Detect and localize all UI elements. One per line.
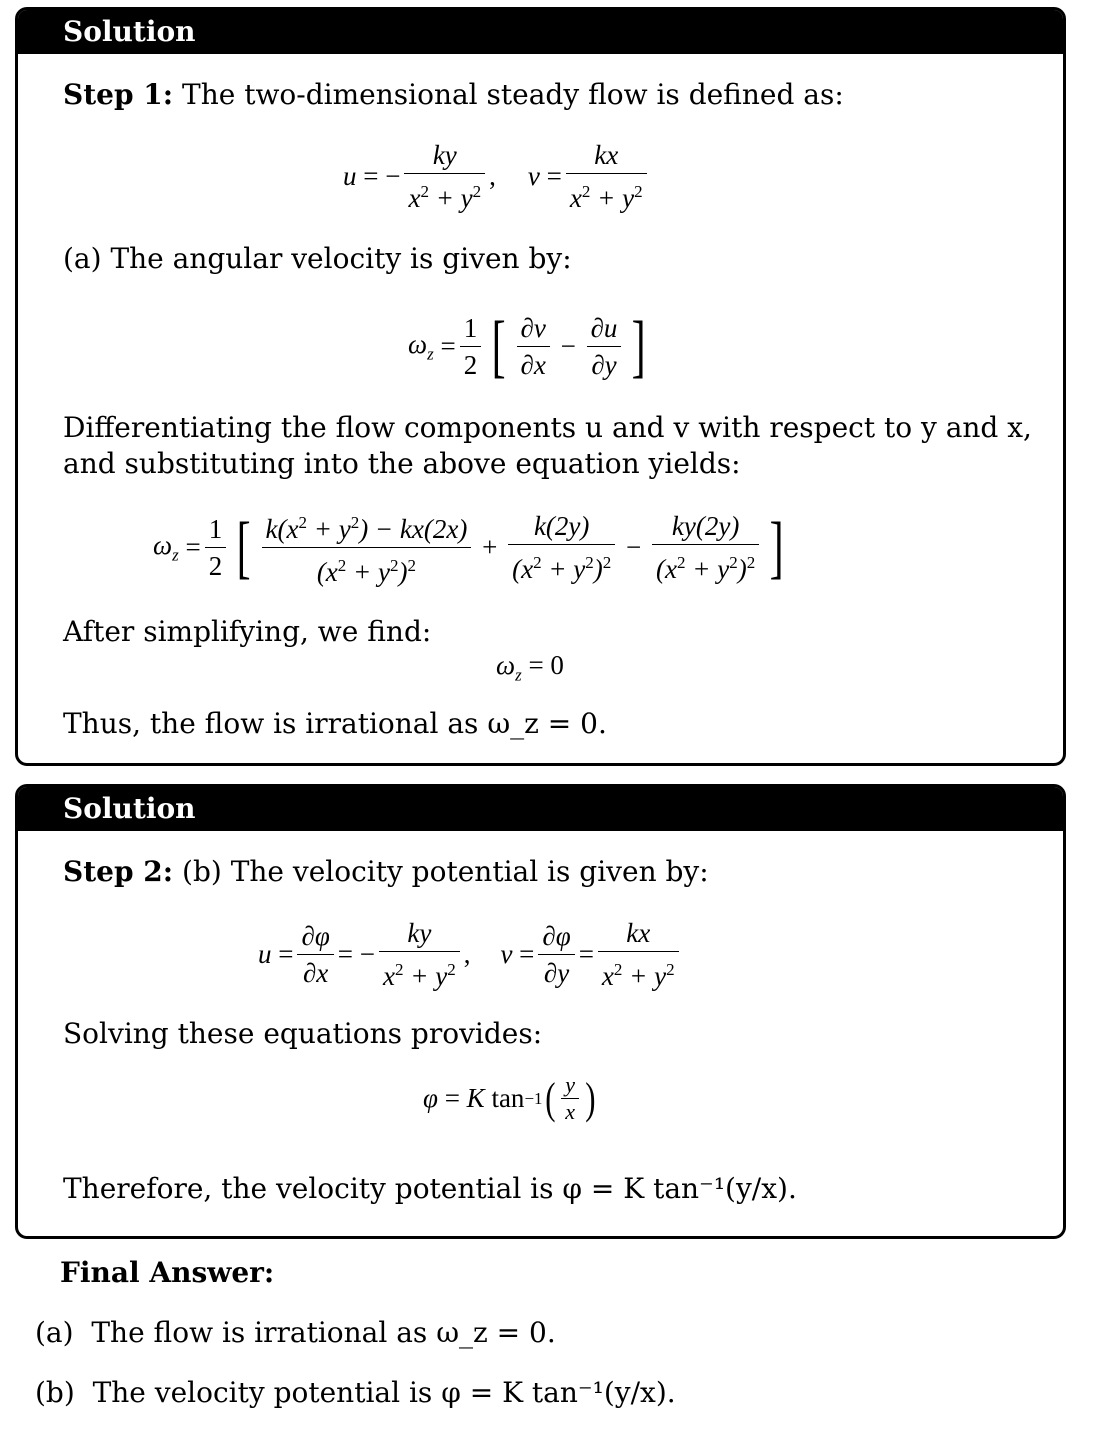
- solution-header: Solution: [18, 10, 1063, 54]
- equation-velocity-potential: φ = K tan −1 ( $\frac{y}{x}$ ): [423, 1072, 596, 1124]
- final-answer-a: [35, 1316, 556, 1350]
- solving-text: Solving these equations provides:: [63, 1017, 543, 1050]
- solution-box-2: [15, 784, 1066, 1239]
- step-1-line: [63, 78, 844, 112]
- answer-b-label: (b): [35, 1376, 75, 1409]
- differentiating-text-line-2: and substituting into the above equation yields:: [63, 447, 741, 480]
- part-a-text: (a) The angular velocity is given by:: [63, 242, 572, 275]
- differentiating-text-line-1: Differentiating the flow components u and v with respect to y and x,: [63, 411, 1032, 444]
- answer-b-text: The velocity potential is φ = K tan⁻¹(y/x).: [92, 1376, 676, 1409]
- solution-box-1: [15, 7, 1066, 766]
- answer-a-text: The flow is irrational as ω_z = 0.: [91, 1316, 556, 1349]
- solution-header: Solution: [18, 787, 1063, 831]
- conclusion-text: Thus, the flow is irrational as ω_z = 0.: [63, 707, 607, 740]
- simplify-text: After simplifying, we find:: [63, 615, 432, 648]
- step-2-line: [63, 855, 709, 889]
- conclusion-text: Therefore, the velocity potential is φ = K tan⁻¹(y/x).: [63, 1172, 797, 1205]
- equation-velocity-potential-derivatives: u = $\frac{\partial\varphi}{\partial x}$ = − $\frac{ky}{x^2 + y^2}$ , v = $\frac{\partial\varphi}{\partial y}$ = $\frac{kx}{x^2 + y^2}$: [258, 915, 683, 994]
- equation-angular-velocity: $\omega_z$ = $\frac{1}{2}$ [ $\frac{\partial v}{\partial x}$ − $\frac{\partial u}{\partial y}$ ]: [408, 307, 647, 385]
- step-label: Step 2:: [63, 855, 174, 888]
- equation-substituted: $\omega_z$ = $\frac{1}{2}$ [ $\frac{k(x^2 + y^2) - kx(2x)}{(x^2 + y^2)^2}$ + $\frac{k(2y)}{(x^2 + y^2)^2}$ − $\frac{ky(2y)}{(x^2 + y^2)^2}$ ]: [153, 505, 791, 590]
- step-text: The two-dimensional steady flow is defined as:: [173, 78, 844, 111]
- equation-flow-definition: u = − $\frac{ky}{x^2 + y^2}$ , v = $\frac{kx}{x^2 + y^2}$: [343, 137, 651, 216]
- final-answer-b: [35, 1376, 676, 1410]
- answer-a-label: (a): [35, 1316, 74, 1349]
- equation-result-zero: $\omega_z = 0$: [496, 650, 564, 685]
- step-text: (b) The velocity potential is given by:: [173, 855, 709, 888]
- step-label: Step 1:: [63, 78, 174, 111]
- final-answer-title: Final Answer:: [60, 1256, 275, 1289]
